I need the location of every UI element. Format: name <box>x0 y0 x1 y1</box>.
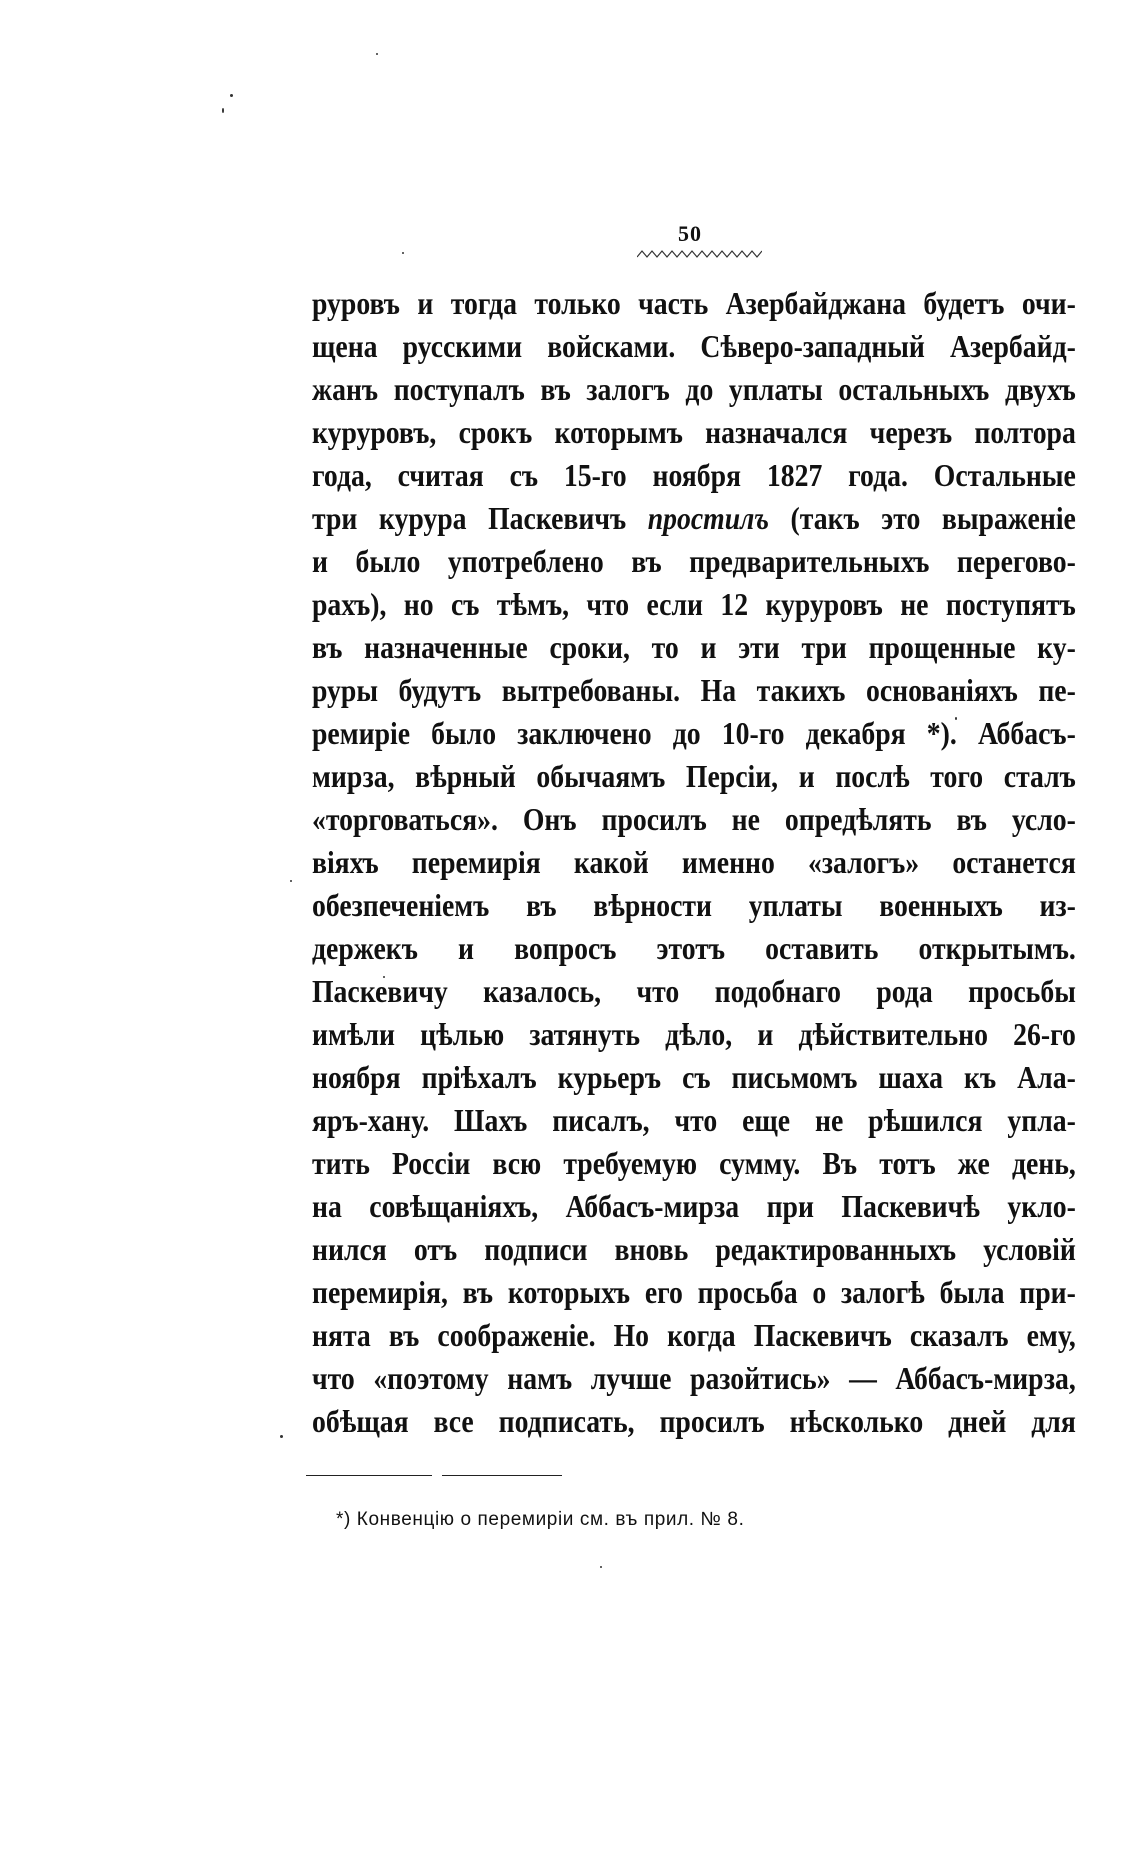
text-line: мирза, вѣрный обычаямъ Персіи, и послѣ того сталъ <box>312 759 1076 794</box>
text-line: на совѣщаніяхъ, Аббасъ-мирза при Паскевичѣ укло- <box>312 1189 1076 1224</box>
text-line: віяхъ перемирія какой именно «залогъ» останется <box>312 845 1076 880</box>
text-line: нята въ соображеніе. Но когда Паскевичъ сказалъ ему, <box>312 1318 1076 1353</box>
text-line: щена русскими войсками. Сѣверо-западный Азербайд- <box>312 329 1076 364</box>
text-line: «торговаться». Онъ просилъ не опредѣлять въ усло- <box>312 802 1076 837</box>
text-line: яръ-хану. Шахъ писалъ, что еще не рѣшился упла- <box>312 1103 1076 1138</box>
text-segment: три курура Паскевичъ <box>312 501 648 536</box>
text-line: ремиріе было заключено до 10-го декабря *). Аббасъ- <box>312 716 1076 751</box>
text-line: руры будутъ вытребованы. На такихъ основаніяхъ пе- <box>312 673 1076 708</box>
text-line: рахъ), но съ тѣмъ, что если 12 куруровъ не поступятъ <box>312 587 1076 622</box>
text-line: нился отъ подписи вновь редактированныхъ условій <box>312 1232 1076 1267</box>
text-line: и было употреблено въ предварительныхъ перегово- <box>312 544 1076 579</box>
text-line: куруровъ, срокъ которымъ назначался черезъ полтора <box>312 415 1076 450</box>
main-text <box>312 282 1076 1443</box>
text-line: перемирія, въ которыхъ его просьба о залогѣ была при- <box>312 1275 1076 1310</box>
emphasized-word: простилъ <box>647 501 769 536</box>
page-number: 50 <box>678 221 702 246</box>
footnote-rule <box>306 1475 432 1476</box>
text-line: руровъ и тогда только часть Азербайджана будетъ очи- <box>312 286 1076 321</box>
text-line: что «поэтому намъ лучше разойтись» — Аббасъ-мирза, <box>312 1361 1076 1396</box>
text-line: держекъ и вопросъ этотъ оставить открытымъ. <box>312 931 1076 966</box>
text-line: жанъ поступалъ въ залогъ до уплаты остальныхъ двухъ <box>312 372 1076 407</box>
text-line: тить Россіи всю требуемую сумму. Въ тотъ же день, <box>312 1146 1076 1181</box>
text-line: обѣщая все подписать, просилъ нѣсколько дней для <box>312 1404 1076 1439</box>
text-line: въ назначенные сроки, то и эти три прощенные ку- <box>312 630 1076 665</box>
text-line: года, считая съ 15-го ноября 1827 года. Остальные <box>312 458 1076 493</box>
text-segment: (такъ это выраженіе <box>768 501 1076 536</box>
footnote: *) Конвенцію о перемиріи см. въ прил. № 8. <box>336 1509 745 1530</box>
text-line-with-emphasis <box>312 497 1076 540</box>
text-line: обезпеченіемъ въ вѣрности уплаты военныхъ из- <box>312 888 1076 923</box>
text-line: Паскевичу казалось, что подобнаго рода просьбы <box>312 974 1076 1009</box>
text-line: имѣли цѣлью затянуть дѣло, и дѣйствительно 26-го <box>312 1017 1076 1052</box>
text-line: ноября пріѣхалъ курьеръ съ письмомъ шаха къ Ала- <box>312 1060 1076 1095</box>
footnote-rule <box>442 1475 562 1476</box>
page-number-ornament <box>637 249 762 259</box>
